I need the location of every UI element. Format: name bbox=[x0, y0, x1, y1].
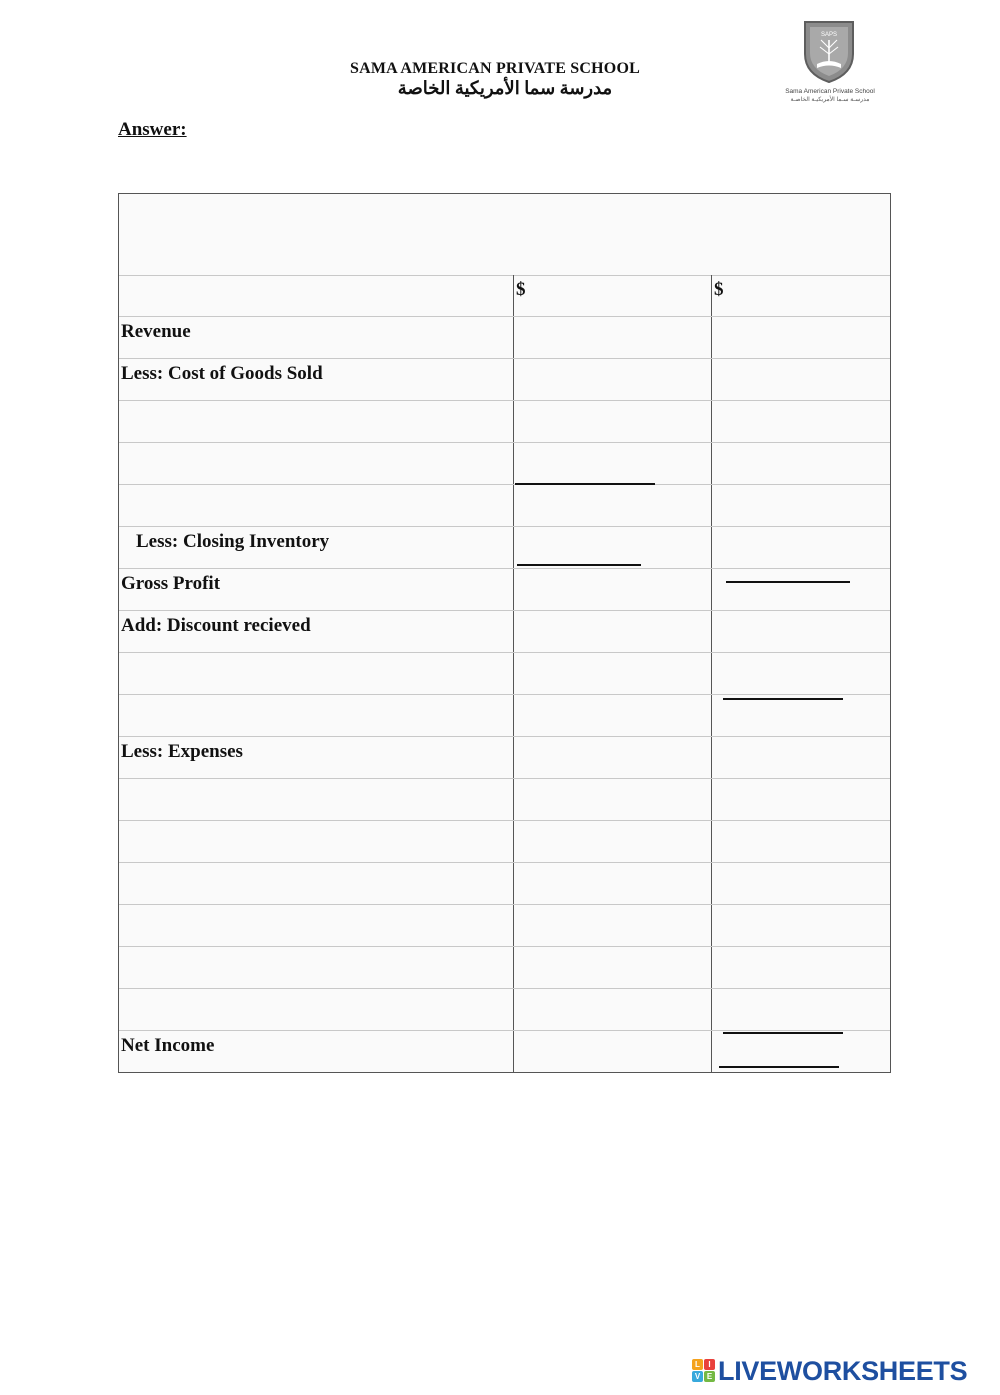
table-row[interactable] bbox=[119, 947, 890, 989]
logo-tile: V bbox=[692, 1371, 703, 1382]
table-row[interactable] bbox=[119, 611, 890, 653]
subtotal-underline bbox=[723, 698, 843, 700]
statement-title-area[interactable] bbox=[119, 194, 890, 276]
table-row[interactable] bbox=[119, 695, 890, 737]
income-statement-table bbox=[118, 193, 891, 1073]
table-row[interactable] bbox=[119, 821, 890, 863]
liveworksheets-logo-icon bbox=[692, 1359, 716, 1383]
school-logo bbox=[785, 18, 875, 104]
table-row[interactable] bbox=[119, 527, 890, 569]
brand-text: LIVEWORKSHEETS bbox=[718, 1356, 968, 1386]
total-underline bbox=[723, 1032, 843, 1034]
table-row[interactable] bbox=[119, 401, 890, 443]
row-label: Less: Expenses bbox=[121, 741, 243, 762]
row-label: Net Income bbox=[121, 1035, 215, 1056]
row-label: Add: Discount recieved bbox=[121, 615, 311, 636]
currency-header-row bbox=[119, 275, 890, 317]
logo-caption-arabic: مدرسـة سـما الأمريكيـة الخاصـة bbox=[790, 97, 870, 103]
row-label: Less: Cost of Goods Sold bbox=[121, 363, 323, 384]
subtotal-underline bbox=[726, 581, 850, 583]
row-label: Less: Closing Inventory bbox=[136, 531, 330, 552]
table-row[interactable] bbox=[119, 989, 890, 1031]
logo-tile: E bbox=[704, 1371, 715, 1382]
logo-badge-text: SAPS bbox=[820, 32, 838, 38]
table-row[interactable] bbox=[119, 485, 890, 527]
currency-header-2: $ bbox=[714, 279, 724, 300]
logo-tile: L bbox=[692, 1359, 703, 1370]
row-label: Gross Profit bbox=[121, 573, 221, 594]
currency-header-1: $ bbox=[516, 279, 526, 300]
table-row[interactable] bbox=[119, 317, 890, 359]
table-row[interactable] bbox=[119, 443, 890, 485]
row-label: Revenue bbox=[121, 321, 191, 342]
logo-caption-english: Sama American Private School bbox=[785, 88, 875, 95]
table-row[interactable] bbox=[119, 905, 890, 947]
subtotal-underline bbox=[517, 564, 641, 566]
answer-label: Answer: bbox=[118, 119, 187, 140]
table-row[interactable] bbox=[119, 779, 890, 821]
school-shield-crest-icon bbox=[801, 18, 857, 84]
school-name-arabic: مدرسة سما الأمريكية الخاصة bbox=[397, 78, 613, 98]
table-row[interactable] bbox=[119, 653, 890, 695]
table-row[interactable] bbox=[119, 863, 890, 905]
liveworksheets-brand bbox=[692, 1356, 992, 1386]
school-name-english: SAMA AMERICAN PRIVATE SCHOOL bbox=[350, 60, 640, 77]
logo-tile: I bbox=[704, 1359, 715, 1370]
table-row[interactable] bbox=[119, 359, 890, 401]
table-row[interactable] bbox=[119, 569, 890, 611]
subtotal-underline bbox=[515, 483, 655, 485]
total-double-underline bbox=[719, 1066, 839, 1068]
table-row[interactable] bbox=[119, 737, 890, 779]
